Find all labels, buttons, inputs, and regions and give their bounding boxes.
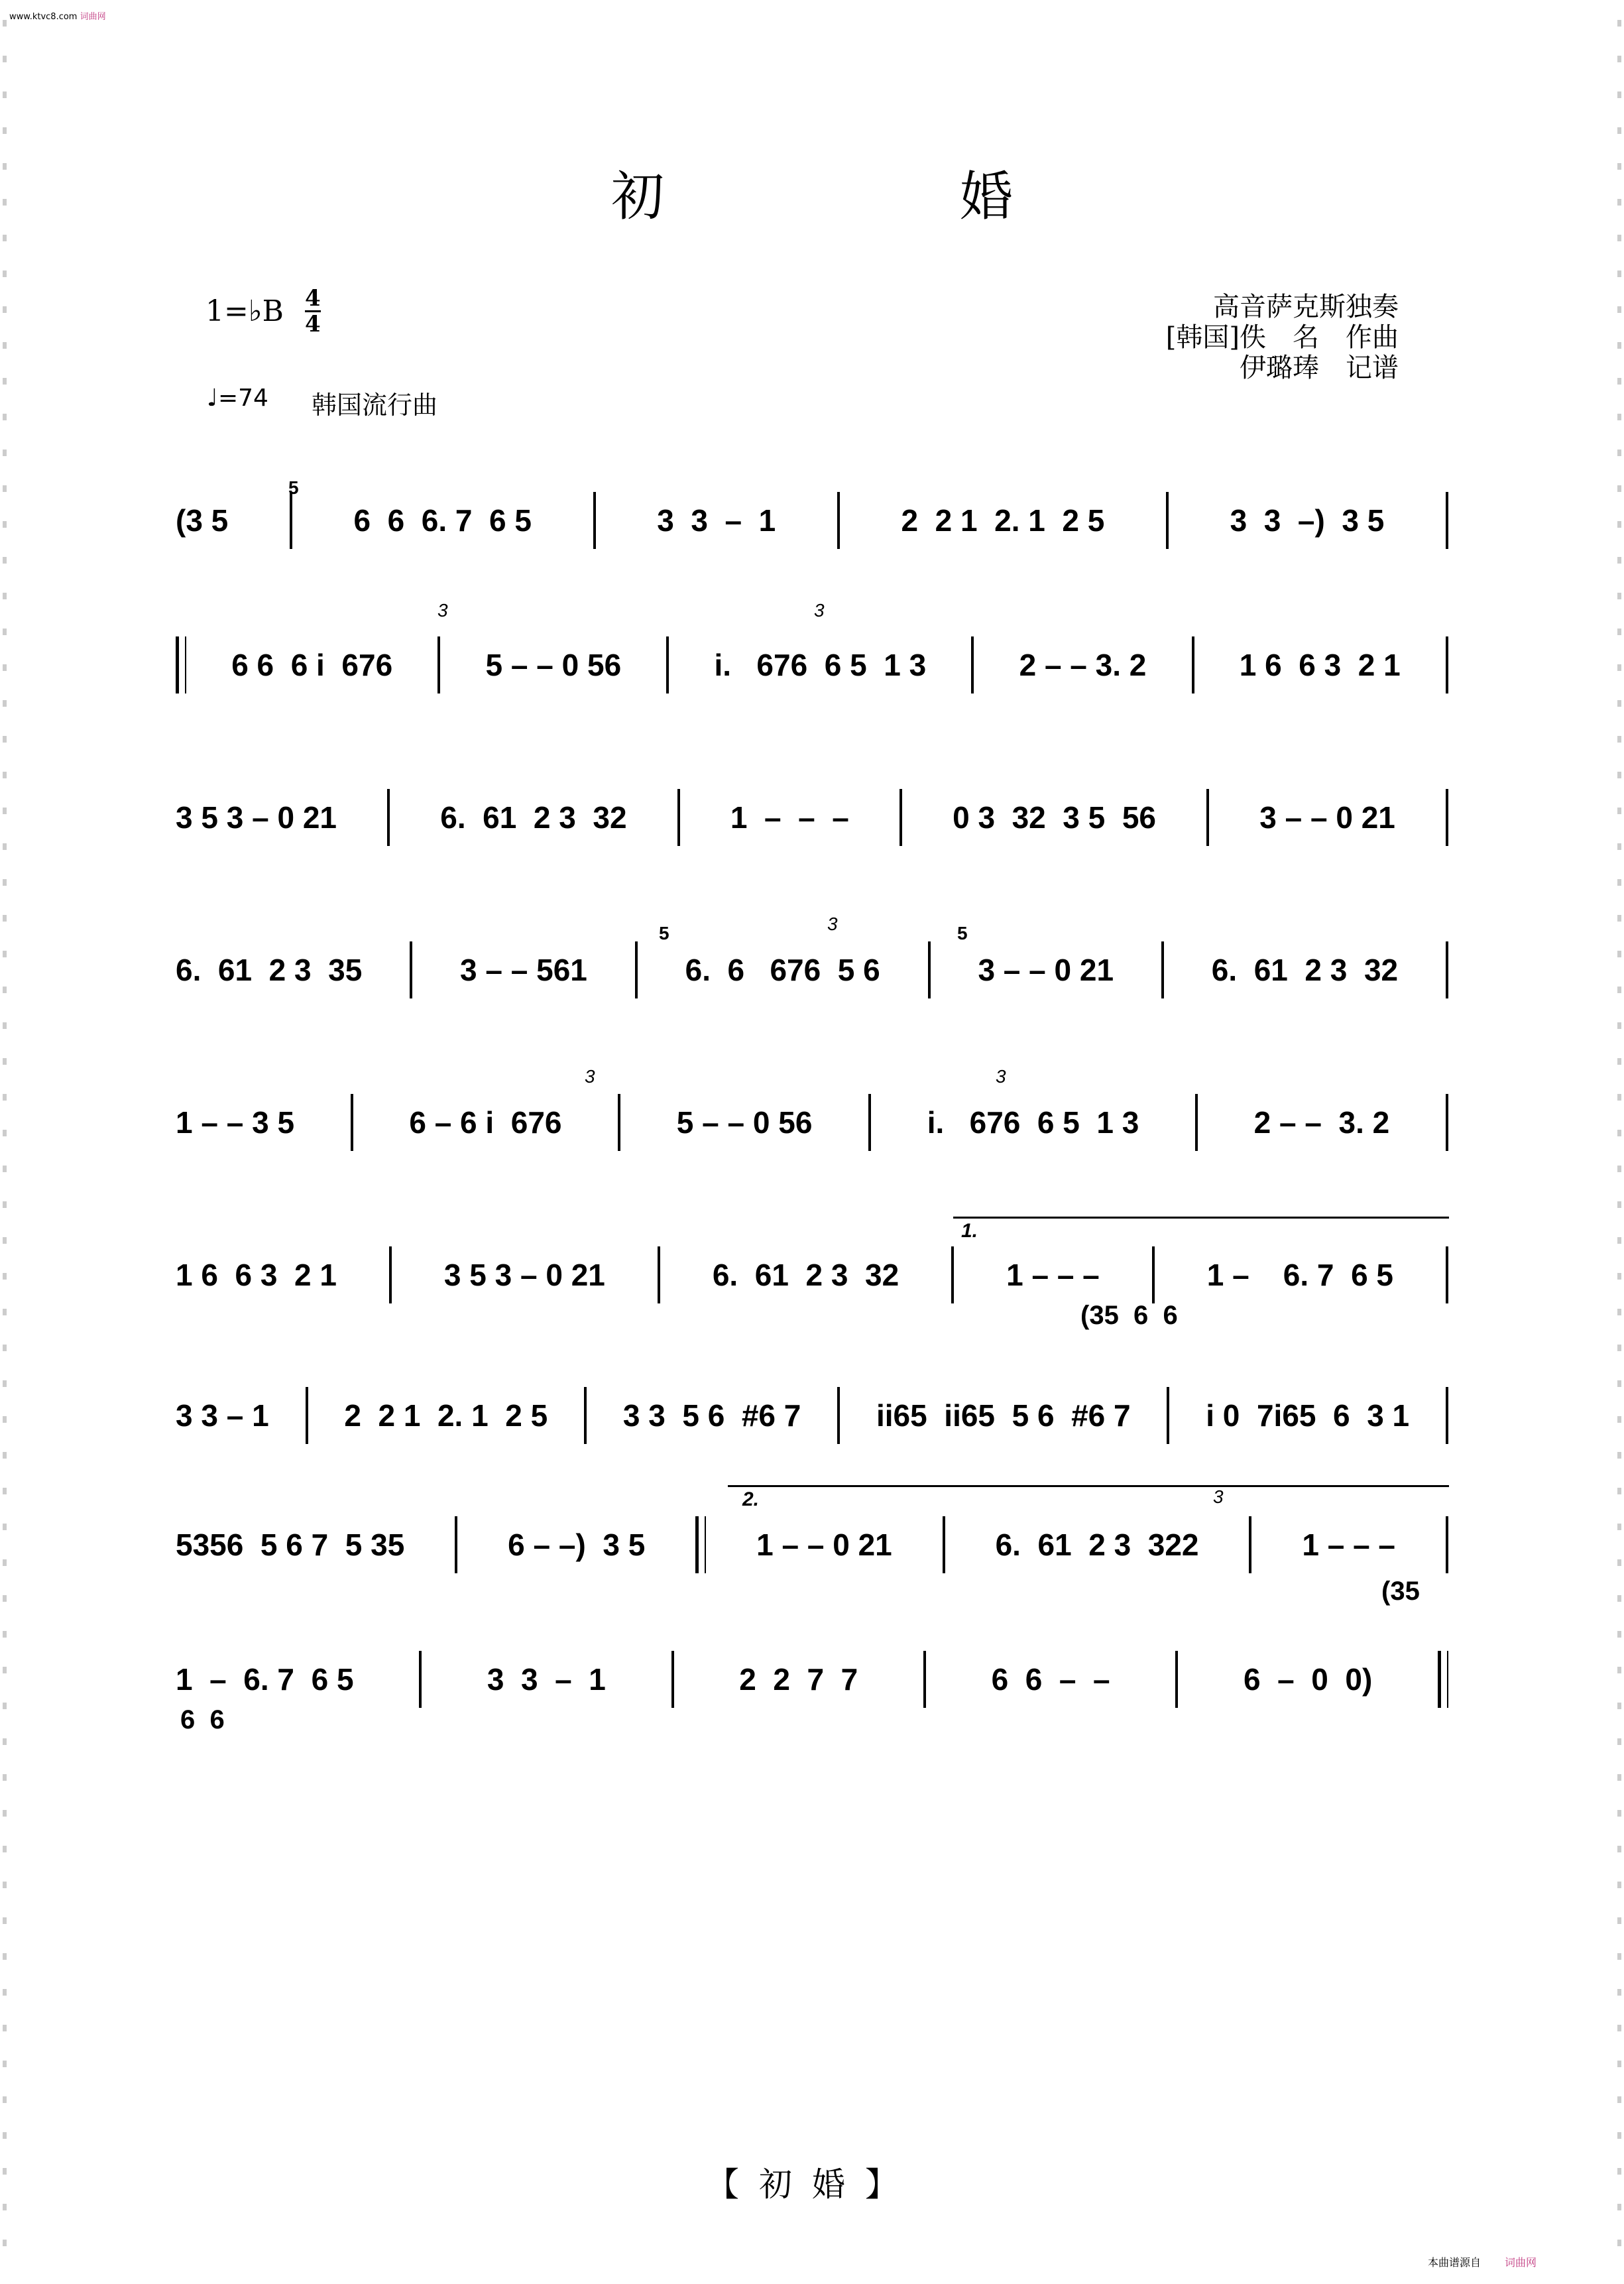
measure-notes: 2 2 1 2. 1 2 5 [901,503,1105,538]
score-row [176,1522,1448,1568]
time-signature: $\frac{4}{4}$ [304,285,321,337]
measure-notes: 6. 61 2 3 32 [712,1258,899,1292]
measure-notes: 1 – – – [1302,1528,1396,1562]
barline [1446,1094,1448,1151]
barline [677,789,680,846]
barline [1446,1516,1448,1573]
measure-notes: 3 – – 0 21 [978,953,1114,987]
barline [868,1094,871,1151]
measure-notes: 3 5 3 – 0 21 [176,800,337,835]
measure-notes: 1 – – – [730,800,849,835]
credit-line-2: [韩国]佚 名 作曲 [1165,322,1399,353]
score-row [176,1099,1448,1146]
measure-notes: 3 5 3 – 0 21 [443,1258,605,1292]
barline [351,1094,353,1151]
barline [951,1246,954,1303]
triplet-mark: 3 [814,600,825,621]
tempo-mark: ♩=74 [207,385,268,412]
score-row [176,1392,1448,1439]
measure-notes: 6 6 6 i 676 [231,648,393,682]
barline [943,1516,945,1573]
measure-notes: 1 6 6 3 2 1 [176,1258,337,1292]
measure-notes: 2 – – 3. 2 [1019,648,1147,682]
measure-notes: i. 676 6 5 1 3 [927,1105,1139,1140]
barline [389,1246,392,1303]
credits [1166,292,1399,383]
measure-notes: 5 – – 0 56 [485,648,622,682]
title-char-2: 婚 [960,166,1013,227]
barline [899,789,902,846]
barline [1175,1651,1178,1708]
triplet-mark: 3 [1213,1486,1224,1507]
barline [928,941,931,998]
measure-notes: 0 3 32 3 5 56 [953,800,1156,835]
barline [1446,941,1448,998]
right-watermark-strip [1617,20,1621,2261]
triplet-mark: 3 [585,1066,595,1087]
site-url: www.ktvc8.com 词曲网 [9,12,106,22]
measure-notes: 1 – – 3 5 [176,1105,295,1140]
lower-voice-row6: (35 6 6 [1080,1301,1178,1330]
volta-bracket-1 [953,1217,1449,1219]
barline [671,1651,674,1708]
measure-notes: ii65 ii65 5 6 #6 7 [876,1398,1131,1433]
repeat-start-barline [176,636,186,693]
barline [635,941,638,998]
measure-notes: 6 – 6 i 676 [409,1105,562,1140]
source-brand: 词曲网 [1504,2256,1537,2269]
genre-label: 韩国流行曲 [312,391,438,420]
credit-line-1: 高音萨克斯独奏 [1213,292,1399,322]
barline [1249,1516,1251,1573]
barline [1206,789,1209,846]
measure-notes: 6. 61 2 3 32 [1211,953,1399,987]
lower-voice-row9: 6 6 [180,1705,225,1734]
credit-line-3: 伊璐琫 记谱 [1240,353,1399,383]
measure-notes: 6 6 – – [991,1662,1110,1697]
barline [455,1516,457,1573]
barline [419,1651,422,1708]
barline [410,941,412,998]
barline [618,1094,620,1151]
measure-notes: 3 3 5 6 #6 7 [622,1398,801,1433]
measure-notes: 6. 61 2 3 35 [176,953,363,987]
triplet-mark: 3 [996,1066,1006,1087]
measure-notes: 6 – 0 0) [1243,1662,1373,1697]
barline [666,636,669,693]
key-signature [205,286,321,336]
measure-notes: 6 6 6. 7 6 5 [353,503,532,538]
measure-notes: 2 – – 3. 2 [1253,1105,1390,1140]
triplet-mark: 3 [437,600,448,621]
measure-notes: 6. 61 2 3 32 [440,800,627,835]
measure-notes: 5 – – 0 56 [676,1105,813,1140]
final-barline [1438,1651,1448,1708]
measure-notes: 3 3 – 1 [657,503,776,538]
triplet-mark: 3 [827,914,838,934]
score-row [176,1252,1448,1298]
barline [837,492,840,549]
measure-notes: 2 2 1 2. 1 2 5 [344,1398,548,1433]
score-row [176,947,1448,993]
score-row [176,497,1448,544]
barline [1192,636,1194,693]
footer-title: 【初婚】 [706,2165,918,2204]
measure-notes: 3 3 – 1 [176,1398,269,1433]
barline [837,1387,840,1444]
score-row [176,642,1448,688]
barline [1195,1094,1198,1151]
grace-note-mark: 5 [659,923,669,943]
measure-notes: 3 3 – 1 [487,1662,606,1697]
grace-note-mark: 5 [288,477,299,498]
left-watermark-strip [3,20,7,2261]
barline [290,492,292,549]
key-text: 1=♭B [205,294,284,328]
barline [1166,492,1169,549]
measure-notes: 1 – – – [1006,1258,1100,1292]
barline [1152,1246,1155,1303]
measure-notes: (3 5 [176,503,229,538]
barline [1446,1387,1448,1444]
barline [593,492,596,549]
score-row [176,794,1448,841]
measure-notes: 2 2 7 7 [739,1662,858,1697]
ending-2-mark: 2. [742,1488,760,1510]
measure-notes: i. 676 6 5 1 3 [714,648,927,682]
ending-1-mark: 1. [961,1220,978,1242]
barline [923,1651,926,1708]
measure-notes: 6. 61 2 3 322 [995,1528,1199,1562]
barline [1167,1387,1169,1444]
repeat-end-barline [695,1516,706,1573]
barline [584,1387,587,1444]
barline [1446,1246,1448,1303]
measure-notes: 3 3 –) 3 5 [1230,503,1385,538]
volta-bracket-2 [728,1485,1449,1487]
barline [1446,789,1448,846]
measure-notes: 1 – – 0 21 [756,1528,892,1562]
lower-voice-row8: (35 [1381,1577,1420,1606]
barline [1446,492,1448,549]
measure-notes: i 0 7i65 6 3 1 [1206,1398,1410,1433]
source-credit: 本曲谱源自 词曲网 [1427,2256,1537,2269]
measure-notes: 6. 6 676 5 6 [685,953,880,987]
barline [658,1246,660,1303]
barline [387,789,390,846]
measure-notes: 6 – –) 3 5 [508,1528,646,1562]
measure-notes: 3 – – 0 21 [1259,800,1395,835]
barline [971,636,974,693]
measure-notes: 1 6 6 3 2 1 [1239,648,1401,682]
barline [437,636,440,693]
score-row [176,1656,1448,1703]
barline [1446,636,1448,693]
title-char-1: 初 [611,166,664,227]
barline [306,1387,308,1444]
grace-note-mark: 5 [957,923,968,943]
measure-notes: 1 – 6. 7 6 5 [176,1662,354,1697]
barline [1161,941,1164,998]
site-brand: 词曲网 [80,12,106,22]
measure-notes: 1 – 6. 7 6 5 [1206,1258,1394,1292]
measure-notes: 5356 5 6 7 5 35 [176,1528,405,1562]
measure-notes: 3 – – 561 [460,953,587,987]
